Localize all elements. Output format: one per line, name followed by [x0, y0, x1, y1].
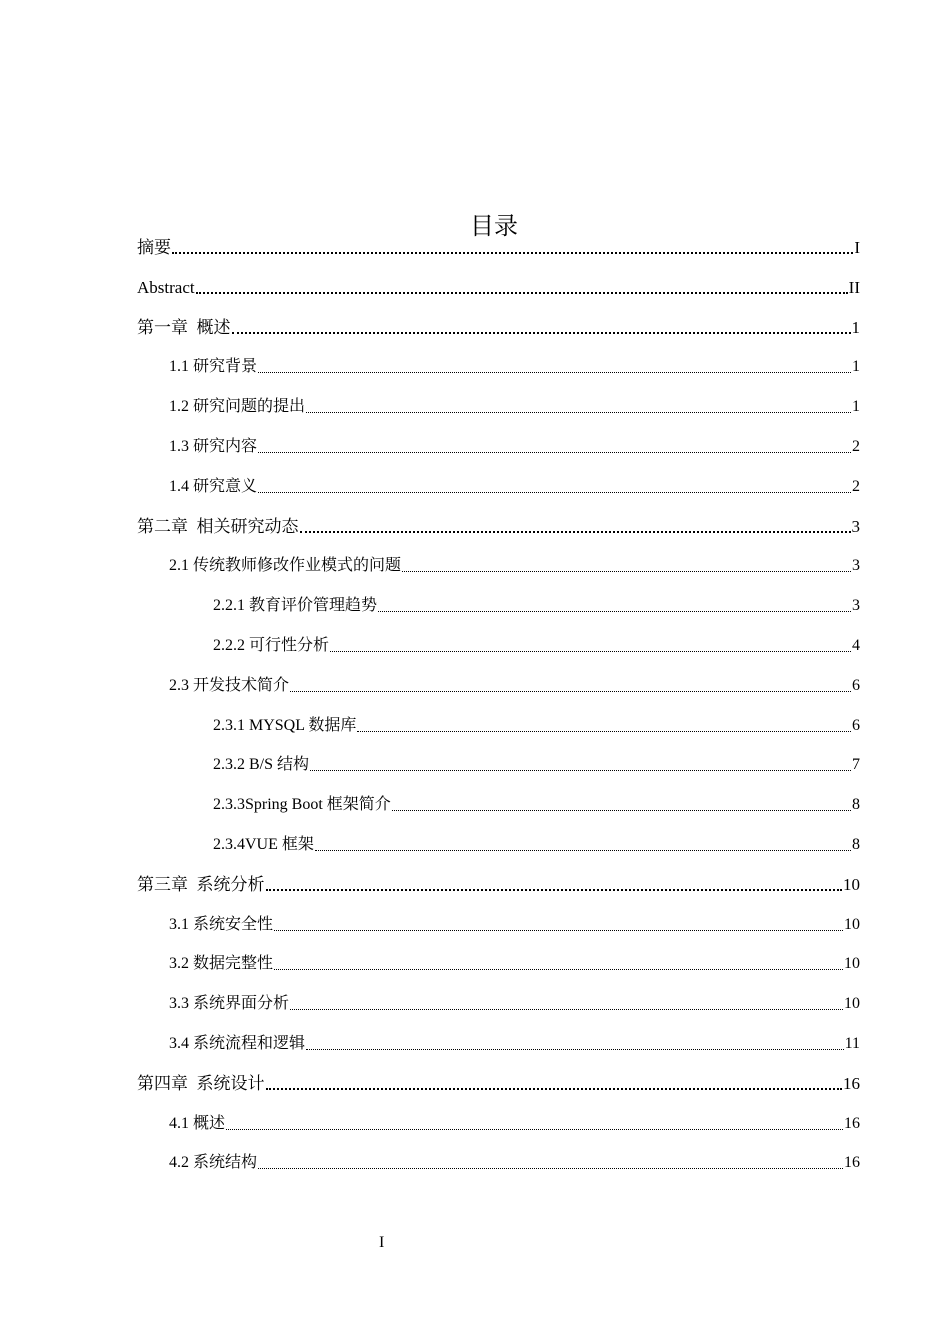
toc-entry[interactable] [169, 1151, 860, 1175]
toc-entry[interactable] [169, 355, 860, 379]
toc-entry-page: 8 [852, 836, 860, 853]
toc-entry-page: 6 [852, 676, 860, 694]
toc-entry[interactable] [137, 1072, 860, 1096]
toc-entry-label: 1.2 研究问题的提出 [169, 398, 306, 416]
toc-entry-label: 1.3 研究内容 [169, 438, 258, 455]
toc-entry[interactable] [213, 833, 860, 857]
toc-entry[interactable] [213, 793, 860, 817]
dot-leader [300, 531, 851, 533]
dot-leader [266, 1088, 843, 1090]
toc-entry-page: 3 [852, 597, 860, 615]
toc-entry[interactable] [169, 1112, 860, 1136]
toc-entry[interactable] [169, 952, 860, 976]
toc-entry-label: 摘要 [137, 238, 171, 257]
toc-entry-label: 第四章 系统设计 [137, 1073, 265, 1093]
dot-leader [274, 969, 843, 970]
dot-leader [226, 1129, 843, 1130]
toc-entry-label: 2.3 开发技术简介 [169, 676, 290, 694]
toc-entry-label: 3.2 数据完整性 [169, 955, 274, 973]
toc-entry[interactable] [213, 714, 860, 738]
toc-entry-page: 6 [852, 716, 860, 734]
toc-entry[interactable] [213, 753, 860, 777]
toc-entry-label: 2.3.1 MYSQL 数据库 [213, 716, 357, 734]
toc-entry-label: 2.2.2 可行性分析 [213, 637, 330, 654]
dot-leader [274, 930, 843, 931]
toc-entry-page: 7 [852, 756, 860, 774]
toc-entry-label: 2.3.4VUE 框架 [213, 836, 314, 853]
toc-title: 目录 [470, 212, 518, 240]
dot-leader [392, 810, 851, 811]
toc-entry-page: 2 [852, 477, 860, 495]
toc-entry[interactable] [169, 992, 860, 1016]
dot-leader [258, 372, 851, 373]
toc-entry-page: 8 [852, 796, 860, 814]
toc-entry-page: 16 [844, 1114, 860, 1132]
toc-entry-label: 第三章 系统分析 [137, 874, 265, 894]
dot-leader [258, 492, 851, 493]
toc-entry-label: 4.2 系统结构 [169, 1154, 258, 1172]
dot-leader [266, 889, 843, 891]
toc-entry-label: 第一章 概述 [137, 317, 231, 337]
toc-entry[interactable] [213, 594, 860, 618]
toc-entry-label: 3.3 系统界面分析 [169, 995, 290, 1013]
toc-entry-page: 4 [852, 637, 860, 654]
toc-entry[interactable] [169, 475, 860, 499]
toc-entry[interactable] [137, 316, 860, 340]
toc-entry-page: 16 [844, 1154, 860, 1172]
toc-entry-page: 10 [844, 955, 860, 973]
toc-entry-page: 3 [851, 516, 860, 536]
toc-entry[interactable] [137, 236, 860, 260]
toc-entry[interactable] [137, 515, 860, 539]
toc-entry-label: 3.4 系统流程和逻辑 [169, 1035, 306, 1052]
toc-entry-page: I [854, 238, 860, 257]
toc-entry-page: 10 [844, 915, 860, 933]
toc-entry-label: 1.1 研究背景 [169, 358, 258, 376]
dot-leader [402, 571, 851, 572]
toc-entry[interactable] [137, 873, 860, 897]
toc-entry-page: 1 [851, 317, 860, 337]
toc-entry-page: 3 [852, 557, 860, 575]
dot-leader [310, 770, 851, 771]
toc-entry[interactable] [169, 554, 860, 578]
toc-entry-label: Abstract [137, 277, 195, 297]
toc-entry-label: 1.4 研究意义 [169, 477, 258, 495]
toc-entry-page: 2 [852, 438, 860, 455]
dot-leader [196, 292, 848, 294]
page-number: I [379, 1234, 385, 1251]
toc-entry-page: 16 [843, 1073, 860, 1093]
toc-entry-label: 2.3.2 B/S 结构 [213, 756, 310, 774]
dot-leader [357, 731, 851, 732]
dot-leader [306, 412, 851, 413]
dot-leader [258, 1168, 843, 1169]
toc-entry-page: II [848, 277, 860, 297]
toc-entry-label: 3.1 系统安全性 [169, 915, 274, 933]
toc-entry-page: 10 [843, 874, 860, 894]
dot-leader [290, 1009, 843, 1010]
dot-leader [378, 611, 851, 612]
dot-leader [315, 850, 851, 851]
toc-entry[interactable] [169, 395, 860, 419]
toc-entry-page: 10 [844, 995, 860, 1013]
toc-entry-page: 1 [852, 398, 860, 416]
toc-entry-label: 2.3.3Spring Boot 框架简介 [213, 796, 391, 814]
toc-entry[interactable] [213, 634, 860, 658]
dot-leader [330, 651, 851, 652]
toc-entry[interactable] [169, 1032, 860, 1056]
dot-leader [232, 332, 851, 334]
toc-entry-label: 2.1 传统教师修改作业模式的问题 [169, 557, 402, 575]
toc-entry[interactable] [137, 276, 860, 300]
toc-entry-page: 11 [844, 1035, 860, 1052]
toc-entry-page: 1 [852, 358, 860, 376]
toc-entry[interactable] [169, 435, 860, 459]
toc-entry-label: 4.1 概述 [169, 1114, 226, 1132]
dot-leader [290, 691, 851, 692]
dot-leader [258, 452, 851, 453]
dot-leader [172, 252, 853, 254]
toc-entry-label: 2.2.1 教育评价管理趋势 [213, 597, 378, 615]
toc-entry[interactable] [169, 913, 860, 937]
toc-entry-label: 第二章 相关研究动态 [137, 516, 299, 536]
toc-entry[interactable] [169, 674, 860, 698]
dot-leader [306, 1049, 844, 1050]
